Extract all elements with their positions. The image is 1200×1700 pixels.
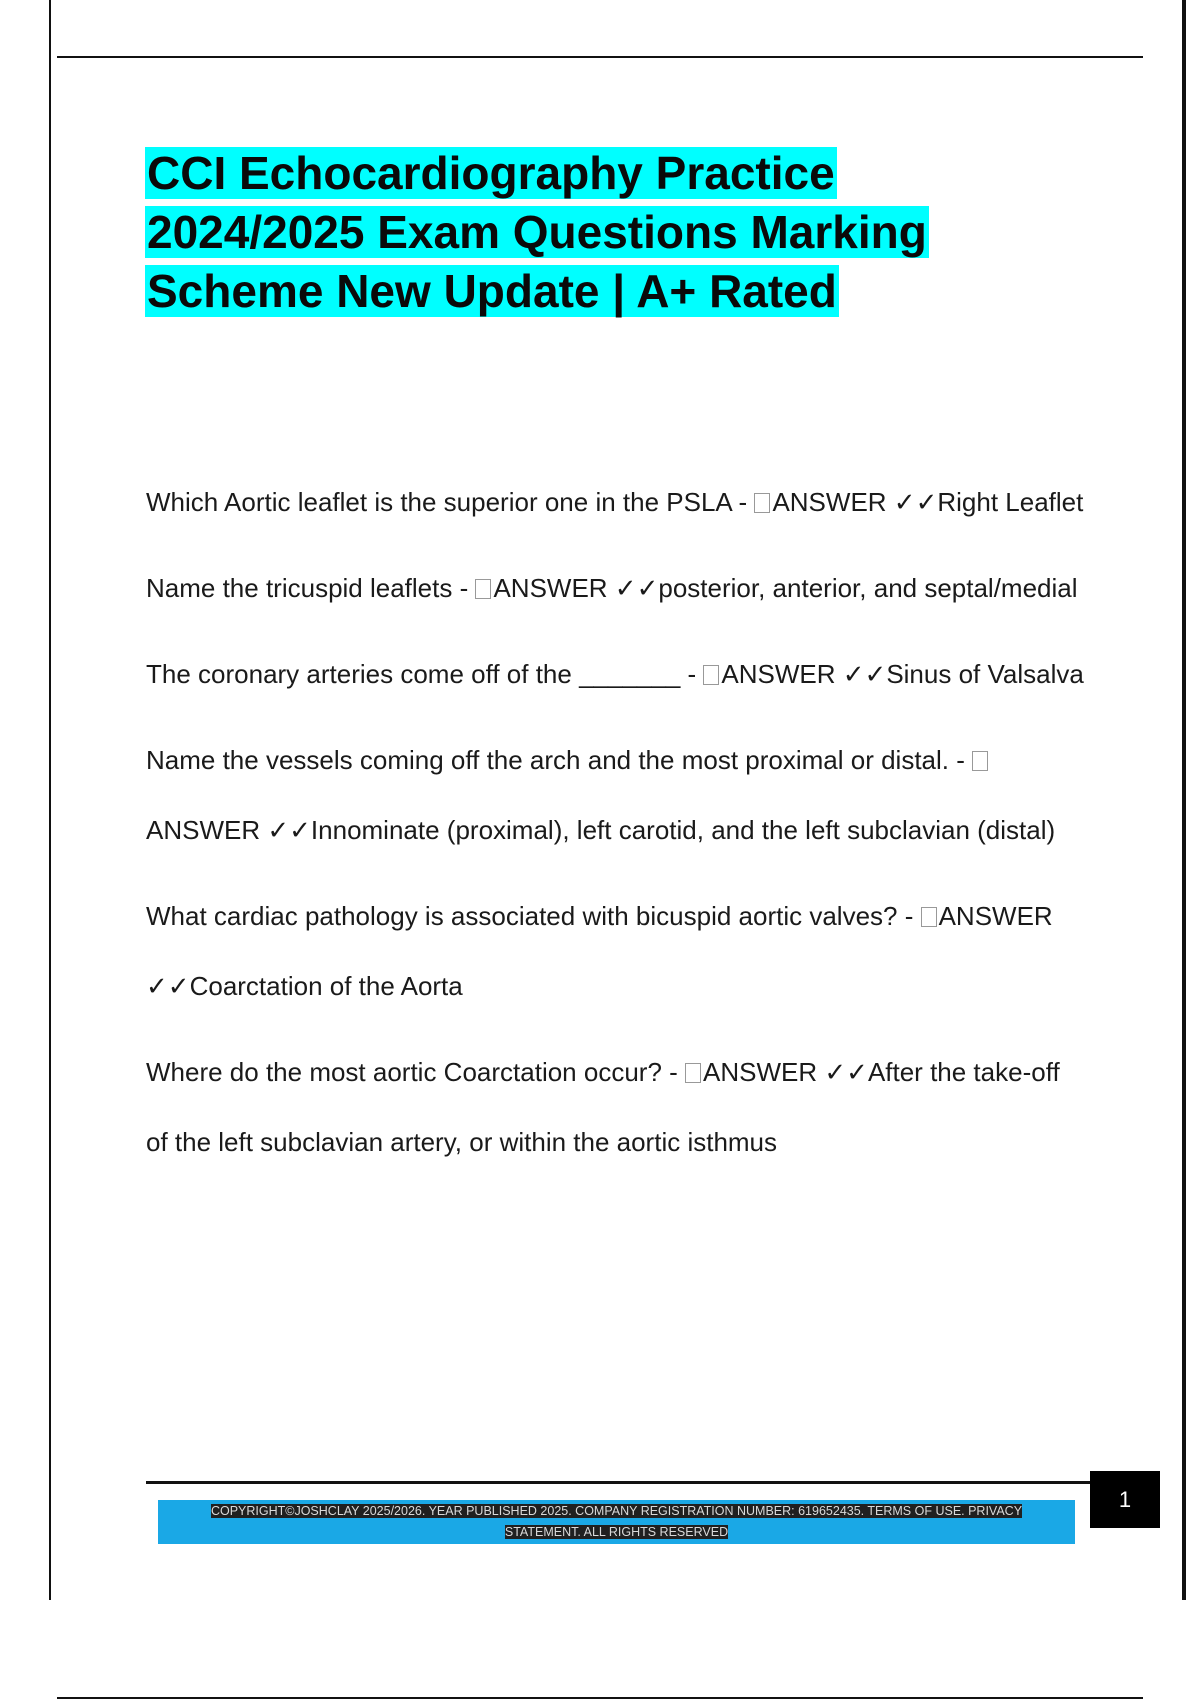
- qa-item-5: [146, 881, 1086, 1021]
- answer-text: posterior, anterior, and septal/medial: [658, 573, 1078, 603]
- answer-label: ANSWER ✓✓: [146, 901, 1053, 1001]
- answer-text: Innominate (proximal), left carotid, and the left subclavian (distal): [310, 815, 1056, 845]
- qa-item-6: [146, 1037, 1086, 1177]
- missing-glyph-icon: [754, 493, 770, 513]
- qa-item-2: [146, 553, 1086, 623]
- question-text: Which Aortic leaflet is the superior one in the PSLA -: [146, 487, 755, 517]
- answer-label: ANSWER ✓✓: [146, 815, 311, 845]
- answer-text: Right Leaflet: [937, 487, 1084, 517]
- question-text: The coronary arteries come off of the _______ -: [146, 659, 704, 689]
- question-text: Name the vessels coming off the arch and the most proximal or distal. -: [146, 745, 973, 775]
- page-border-right: [1182, 0, 1186, 1600]
- footer-rule: [146, 1481, 1090, 1484]
- missing-glyph-icon: [685, 1063, 701, 1083]
- title-line-2: 2024/2025 Exam Questions Marking: [147, 206, 927, 258]
- question-text: Name the tricuspid leaflets -: [146, 573, 476, 603]
- answer-text: Coarctation of the Aorta: [189, 971, 463, 1001]
- page-number: 1: [1090, 1471, 1160, 1528]
- missing-glyph-icon: [703, 665, 719, 685]
- footer-copyright-band: [158, 1500, 1075, 1544]
- qa-item-1: [146, 467, 1086, 537]
- footer-copyright: [172, 1501, 1061, 1543]
- missing-glyph-icon: [921, 907, 937, 927]
- next-page-rule: [57, 1697, 1143, 1699]
- answer-label: ANSWER ✓✓: [721, 659, 887, 689]
- question-text: Where do the most aortic Coarctation occur? -: [146, 1057, 686, 1087]
- answer-text: After the take-off of the left subclavian artery, or within the aortic isthmus: [146, 1057, 1060, 1157]
- missing-glyph-icon: [972, 751, 988, 771]
- footer-copyright-text: COPYRIGHT©JOSHCLAY 2025/2026. YEAR PUBLISHED 2025. COMPANY REGISTRATION NUMBER: 619652435. TERMS OF USE. PRIVACY STATEMENT. ALL RIGHTS RESERVED: [210, 1504, 1023, 1539]
- answer-label: ANSWER ✓✓: [493, 573, 659, 603]
- answer-label: ANSWER ✓✓: [703, 1057, 868, 1087]
- title-line-1: CCI Echocardiography Practice: [147, 147, 835, 199]
- page-border-left: [49, 0, 51, 1600]
- header-rule: [57, 56, 1143, 58]
- answer-text: Sinus of Valsalva: [886, 659, 1084, 689]
- missing-glyph-icon: [475, 579, 491, 599]
- qa-list: [146, 467, 1086, 1193]
- document-title: [145, 144, 1045, 321]
- question-text: What cardiac pathology is associated with bicuspid aortic valves? -: [146, 901, 921, 931]
- answer-label: ANSWER ✓✓: [772, 487, 938, 517]
- qa-item-3: [146, 639, 1086, 709]
- title-line-3: Scheme New Update | A+ Rated: [147, 265, 837, 317]
- qa-item-4: [146, 725, 1086, 865]
